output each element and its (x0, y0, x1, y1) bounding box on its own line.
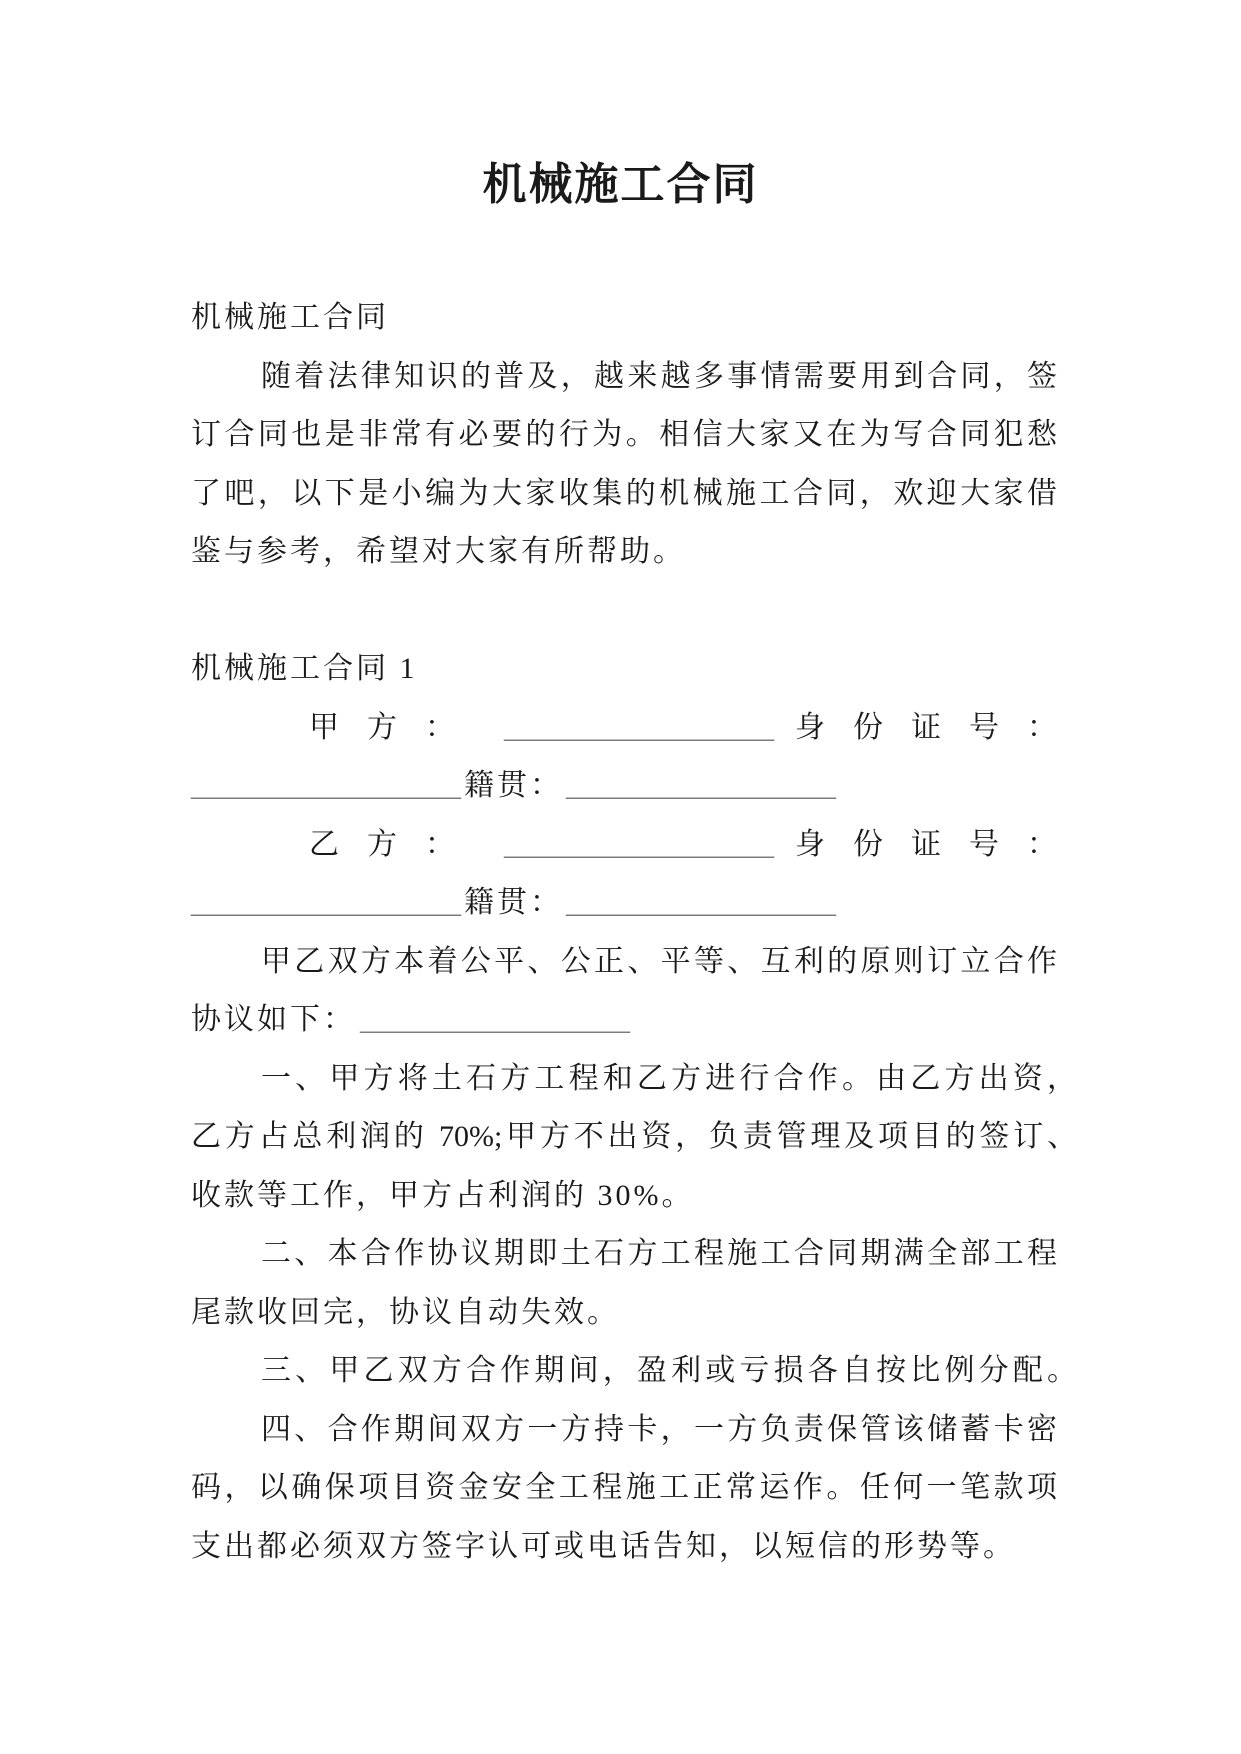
clause-line: 三、甲乙双方合作期间，盈利或亏损各自按比例分配。 (261, 1354, 1077, 1387)
party-b-origin-blank: __________________ (566, 886, 836, 919)
intro-line: 订合同也是非常有必要的行为。相信大家又在为写合同犯愁 (191, 418, 1057, 451)
party-a-origin-row (191, 757, 1057, 816)
party-a-label: 甲方： (309, 710, 483, 744)
party-a-id-blank: __________________ (191, 769, 461, 802)
party-b-id-blank: __________________ (191, 886, 461, 919)
clause-line: 码，以确保项目资金安全工程施工正常运作。任何一笔款项 (191, 1471, 1057, 1504)
preamble-blank: __________________ (360, 1003, 630, 1036)
party-b-origin-row (191, 874, 1057, 933)
preamble-line: 甲乙双方本着公平、公正、平等、互利的原则订立合作 (261, 944, 1057, 978)
preamble-row (191, 991, 1057, 1050)
clause-line: 支出都必须双方签字认可或电话告知，以短信的形势等。 (191, 1529, 1016, 1563)
clause-line: 四、合作期间双方一方持卡，一方负责保管该储蓄卡密 (261, 1412, 1057, 1446)
intro-line: 随着法律知识的普及，越来越多事情需要用到合同，签 (261, 359, 1057, 393)
clause-line: 尾款收回完，协议自动失效。 (191, 1295, 620, 1329)
clause-line: 乙方占总利润的 70%;甲方不出资，负责管理及项目的签订、 (191, 1120, 1077, 1153)
party-b-origin-label: 籍贯： (464, 886, 563, 919)
intro-line: 了吧，以下是小编为大家收集的机械施工合同，欢迎大家借 (191, 476, 1057, 510)
document-heading: 机械施工合同 (191, 301, 389, 334)
document-title: 机械施工合同 (482, 160, 759, 209)
paragraph-gap (191, 582, 1057, 641)
party-a-name-blank: __________________ (504, 710, 774, 744)
party-b-name-blank: __________________ (504, 827, 774, 861)
party-a-row (191, 699, 1085, 758)
party-a-id-label: 身份证号： (795, 710, 1085, 744)
party-b-label: 乙方： (309, 827, 483, 861)
clause-line: 二、本合作协议期即土石方工程施工合同期满全部工程 (261, 1237, 1057, 1270)
party-b-row (191, 816, 1085, 875)
section-heading: 机械施工合同 1 (191, 652, 418, 685)
clause-line: 一、甲方将土石方工程和乙方进行合作。由乙方出资， (261, 1061, 1077, 1095)
intro-line: 鉴与参考，希望对大家有所帮助。 (191, 535, 686, 568)
party-b-id-label: 身份证号： (795, 827, 1085, 861)
party-a-origin-label: 籍贯： (464, 769, 563, 802)
document-body (191, 289, 1085, 1576)
party-a-origin-blank: __________________ (566, 769, 836, 802)
preamble-line: 协议如下： (191, 1003, 356, 1036)
clause-line: 收款等工作，甲方占利润的 30%。 (191, 1178, 695, 1212)
